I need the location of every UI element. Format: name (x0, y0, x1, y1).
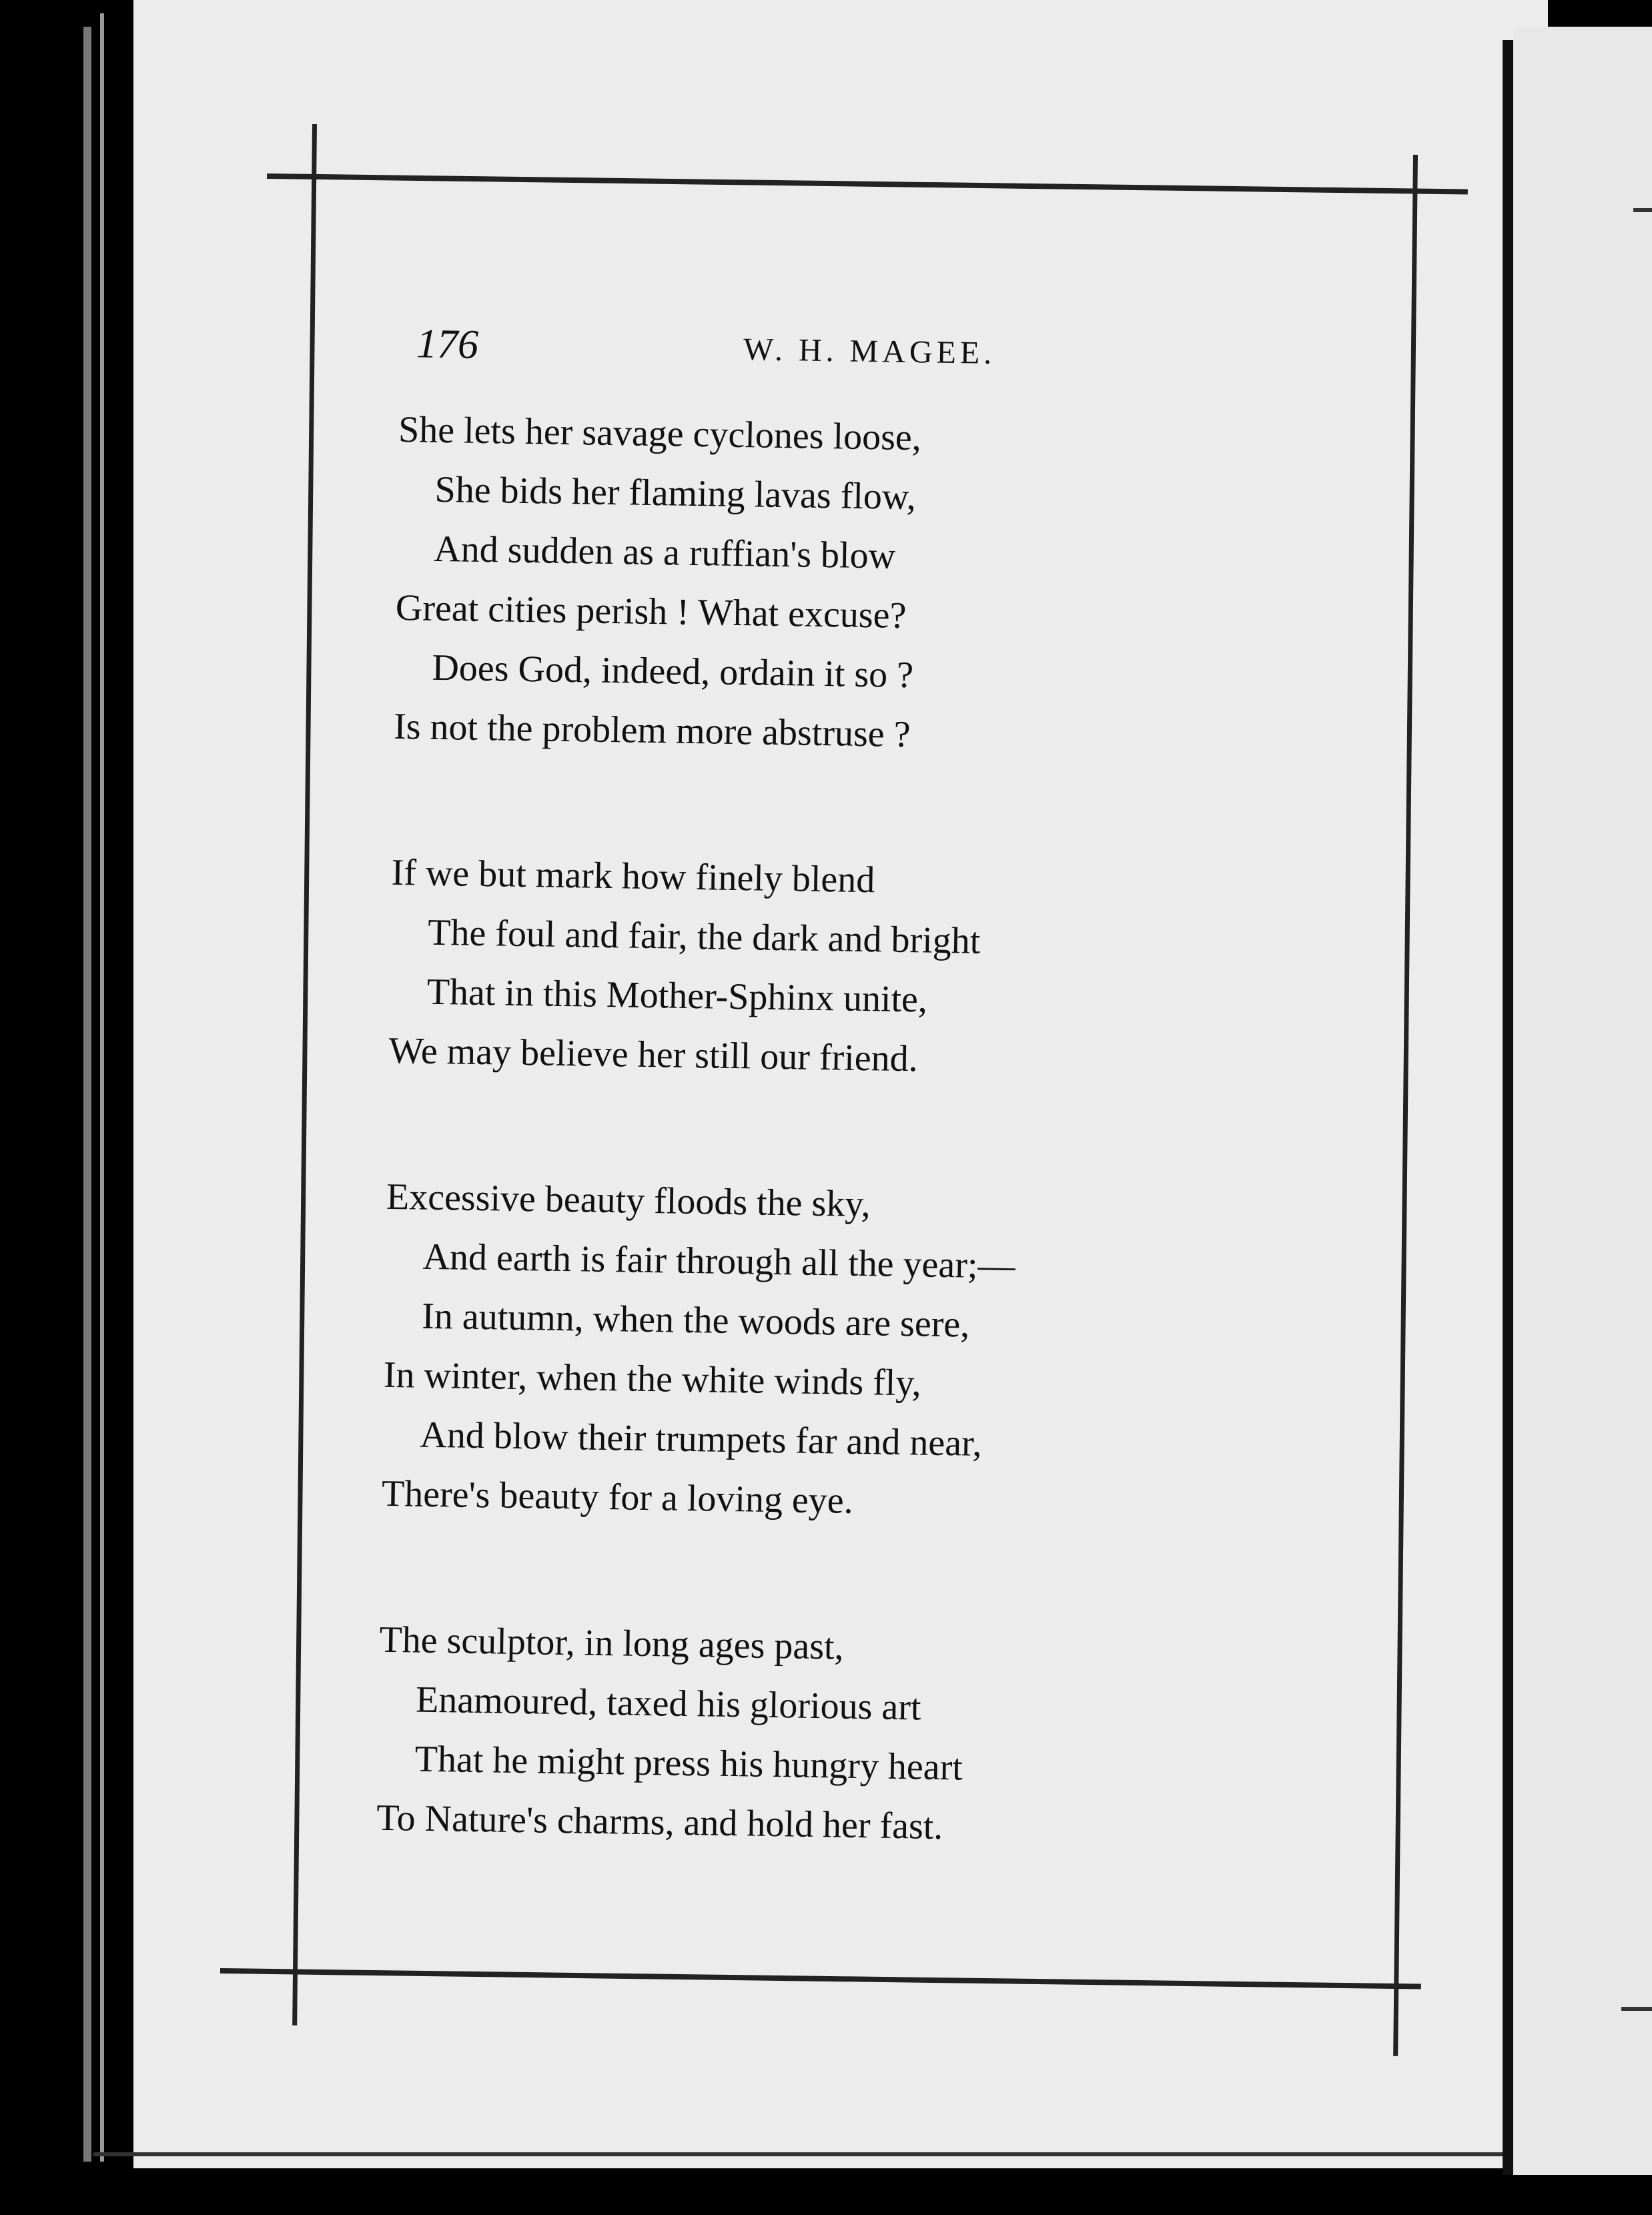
running-head: W. H. MAGEE. (743, 332, 996, 372)
page-number: 176 (416, 321, 479, 368)
poem-line: And sudden as a ruffian's blow (433, 528, 896, 577)
book-binding (1503, 40, 1513, 2175)
poem-line: She lets her savage cyclones loose, (398, 408, 922, 459)
poem-line: We may believe her still our friend. (388, 1029, 919, 1080)
poem-line: In winter, when the white winds fly, (383, 1354, 922, 1404)
poem-line: The sculptor, in long ages past, (379, 1619, 845, 1668)
poem-line: The foul and fair, the dark and bright (427, 911, 981, 962)
stanza (388, 843, 1392, 1097)
stanza (376, 1611, 1380, 1864)
poem-line: Enamoured, taxed his glorious art (415, 1679, 921, 1729)
page-header (416, 320, 1404, 389)
poem-line: She bids her flaming lavas flow, (434, 468, 917, 518)
poem-line: That in this Mother-Sphinx unite, (426, 971, 928, 1021)
poem-line: If we but mark how finely blend (391, 851, 875, 901)
poem-line: In autumn, when the woods are sere, (421, 1295, 970, 1346)
poem (375, 400, 1400, 1950)
poem-line: Great cities perish ! What excuse? (395, 586, 907, 636)
page-content (376, 307, 1414, 1871)
page-edge-inner (100, 13, 104, 2162)
poem-line: Is not the problem more abstruse ? (393, 705, 911, 756)
stanza (381, 1168, 1387, 1539)
page-edge-left (83, 27, 91, 2162)
facing-page-rule-bottom (1621, 2007, 1652, 2011)
facing-page-rule-top (1633, 208, 1652, 212)
page-edge-bottom (93, 2152, 1535, 2156)
facing-page (1513, 27, 1652, 2175)
poem-line: Does God, indeed, ordain it so ? (432, 646, 914, 697)
stanza (393, 400, 1399, 772)
poem-line: And earth is fair through all the year;— (422, 1236, 1015, 1287)
poem-line: To Nature's charms, and hold her fast. (376, 1797, 943, 1848)
poem-line: There's beauty for a loving eye. (381, 1472, 854, 1522)
poem-line: That he might press his hungry heart (414, 1738, 963, 1789)
poem-line: Excessive beauty floods the sky, (386, 1176, 871, 1226)
poem-line: And blow their trumpets far and near, (419, 1414, 983, 1464)
